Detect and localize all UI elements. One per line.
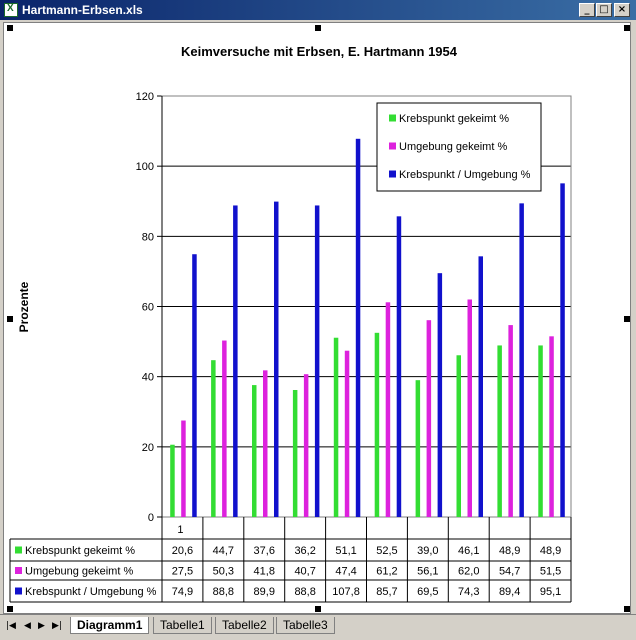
bar bbox=[519, 203, 524, 517]
y-tick-label: 20 bbox=[141, 441, 154, 454]
selection-handle[interactable] bbox=[624, 606, 630, 612]
bar bbox=[497, 345, 502, 517]
bar bbox=[304, 374, 309, 517]
first-sheet-icon[interactable]: |◀ bbox=[6, 621, 16, 631]
bar bbox=[479, 256, 484, 517]
close-button[interactable]: × bbox=[614, 3, 630, 17]
data-label: 27,5 bbox=[171, 565, 194, 578]
legend-entry: Krebspunkt gekeimt % bbox=[399, 113, 510, 125]
bar bbox=[386, 302, 391, 517]
data-label: 37,6 bbox=[253, 545, 275, 557]
bar bbox=[508, 325, 513, 517]
y-tick-label: 0 bbox=[147, 512, 154, 524]
y-tick-label: 120 bbox=[135, 91, 154, 103]
y-tick-label: 80 bbox=[141, 231, 154, 244]
excel-icon bbox=[4, 3, 18, 17]
data-label: 69,5 bbox=[417, 586, 439, 598]
bar bbox=[416, 380, 421, 517]
maximize-button[interactable]: □ bbox=[596, 3, 612, 17]
legend-entry: Krebspunkt / Umgebung % bbox=[399, 169, 531, 181]
data-label: 39,0 bbox=[417, 545, 439, 557]
bar bbox=[427, 320, 432, 517]
bar bbox=[560, 183, 565, 517]
y-tick-label: 60 bbox=[141, 301, 154, 314]
bar bbox=[274, 202, 279, 517]
bar bbox=[538, 345, 543, 517]
y-tick-label: 40 bbox=[141, 371, 154, 384]
window-titlebar[interactable] bbox=[0, 0, 636, 20]
chart bbox=[4, 23, 630, 613]
bar bbox=[211, 360, 216, 517]
data-label: 85,7 bbox=[376, 586, 398, 598]
data-label: 74,9 bbox=[171, 586, 194, 598]
data-label: 61,2 bbox=[376, 565, 398, 578]
data-label: 44,7 bbox=[212, 545, 235, 557]
data-label: 51,5 bbox=[539, 565, 562, 578]
data-label: 95,1 bbox=[539, 586, 562, 598]
legend-swatch bbox=[15, 567, 22, 574]
data-label: 50,3 bbox=[212, 565, 235, 578]
legend-swatch bbox=[15, 547, 22, 554]
tab-tabelle1[interactable]: Tabelle1 bbox=[153, 617, 212, 634]
bar bbox=[397, 216, 402, 517]
legend-swatch bbox=[15, 588, 22, 595]
tab-tabelle3[interactable]: Tabelle3 bbox=[276, 617, 335, 634]
tab-tabelle2[interactable]: Tabelle2 bbox=[215, 617, 274, 634]
selection-handle[interactable] bbox=[315, 25, 321, 31]
data-label: 47,4 bbox=[335, 565, 357, 578]
selection-handle[interactable] bbox=[624, 25, 630, 31]
bar bbox=[438, 273, 443, 517]
data-label: 51,1 bbox=[335, 545, 357, 557]
x-tick-label: 1 bbox=[177, 524, 184, 536]
legend-entry: Umgebung gekeimt % bbox=[399, 141, 508, 153]
selection-handle[interactable] bbox=[315, 606, 321, 612]
y-tick-label: 100 bbox=[135, 161, 154, 174]
bar bbox=[263, 370, 268, 517]
bar bbox=[222, 341, 227, 517]
chart-area[interactable] bbox=[3, 22, 631, 614]
tab-diagramm1[interactable]: Diagramm1 bbox=[70, 617, 149, 634]
bar bbox=[233, 205, 238, 517]
legend-swatch bbox=[389, 143, 396, 150]
chart-title: Keimversuche mit Erbsen, E. Hartmann 1954 bbox=[180, 44, 458, 59]
next-sheet-icon[interactable]: ▶ bbox=[38, 621, 45, 631]
bar bbox=[345, 351, 350, 517]
table-series-label: Krebspunkt gekeimt % bbox=[25, 545, 136, 557]
data-label: 89,4 bbox=[498, 586, 521, 598]
window-title: Hartmann-Erbsen.xls bbox=[22, 3, 143, 17]
data-label: 107,8 bbox=[332, 586, 360, 598]
prev-sheet-icon[interactable]: ◀ bbox=[24, 621, 31, 631]
data-label: 36,2 bbox=[294, 545, 316, 557]
bar bbox=[181, 421, 186, 517]
selection-handle[interactable] bbox=[624, 316, 630, 322]
last-sheet-icon[interactable]: ▶| bbox=[52, 621, 62, 631]
bar bbox=[293, 390, 298, 517]
data-label: 62,0 bbox=[458, 565, 480, 578]
data-label: 89,9 bbox=[253, 586, 275, 598]
table-series-label: Krebspunkt / Umgebung % bbox=[25, 586, 157, 598]
data-label: 54,7 bbox=[498, 565, 521, 578]
table-series-label: Umgebung gekeimt % bbox=[25, 565, 134, 578]
data-label: 56,1 bbox=[417, 565, 439, 578]
legend-swatch bbox=[389, 171, 396, 178]
bar bbox=[252, 385, 257, 517]
data-label: 46,1 bbox=[458, 545, 480, 557]
bar bbox=[549, 336, 554, 517]
bar bbox=[334, 338, 339, 517]
selection-handle[interactable] bbox=[7, 606, 13, 612]
bar bbox=[375, 333, 380, 517]
bar bbox=[356, 139, 361, 517]
sheet-tab-bar bbox=[0, 614, 636, 640]
bar bbox=[170, 445, 175, 517]
y-axis-label: Prozente bbox=[17, 281, 31, 333]
data-label: 20,6 bbox=[171, 545, 194, 557]
data-label: 88,8 bbox=[212, 586, 235, 598]
data-label: 52,5 bbox=[376, 545, 398, 557]
data-label: 88,8 bbox=[294, 586, 316, 598]
data-label: 48,9 bbox=[539, 545, 562, 557]
data-label: 48,9 bbox=[498, 545, 521, 557]
legend-swatch bbox=[389, 115, 396, 122]
bar bbox=[315, 205, 320, 517]
data-label: 74,3 bbox=[458, 586, 480, 598]
bar bbox=[468, 299, 473, 517]
data-label: 40,7 bbox=[294, 565, 316, 578]
bar bbox=[192, 254, 197, 517]
selection-handle[interactable] bbox=[7, 316, 13, 322]
data-label: 41,8 bbox=[253, 565, 275, 578]
minimize-button[interactable]: _ bbox=[579, 3, 595, 17]
selection-handle[interactable] bbox=[7, 25, 13, 31]
bar bbox=[457, 355, 462, 517]
